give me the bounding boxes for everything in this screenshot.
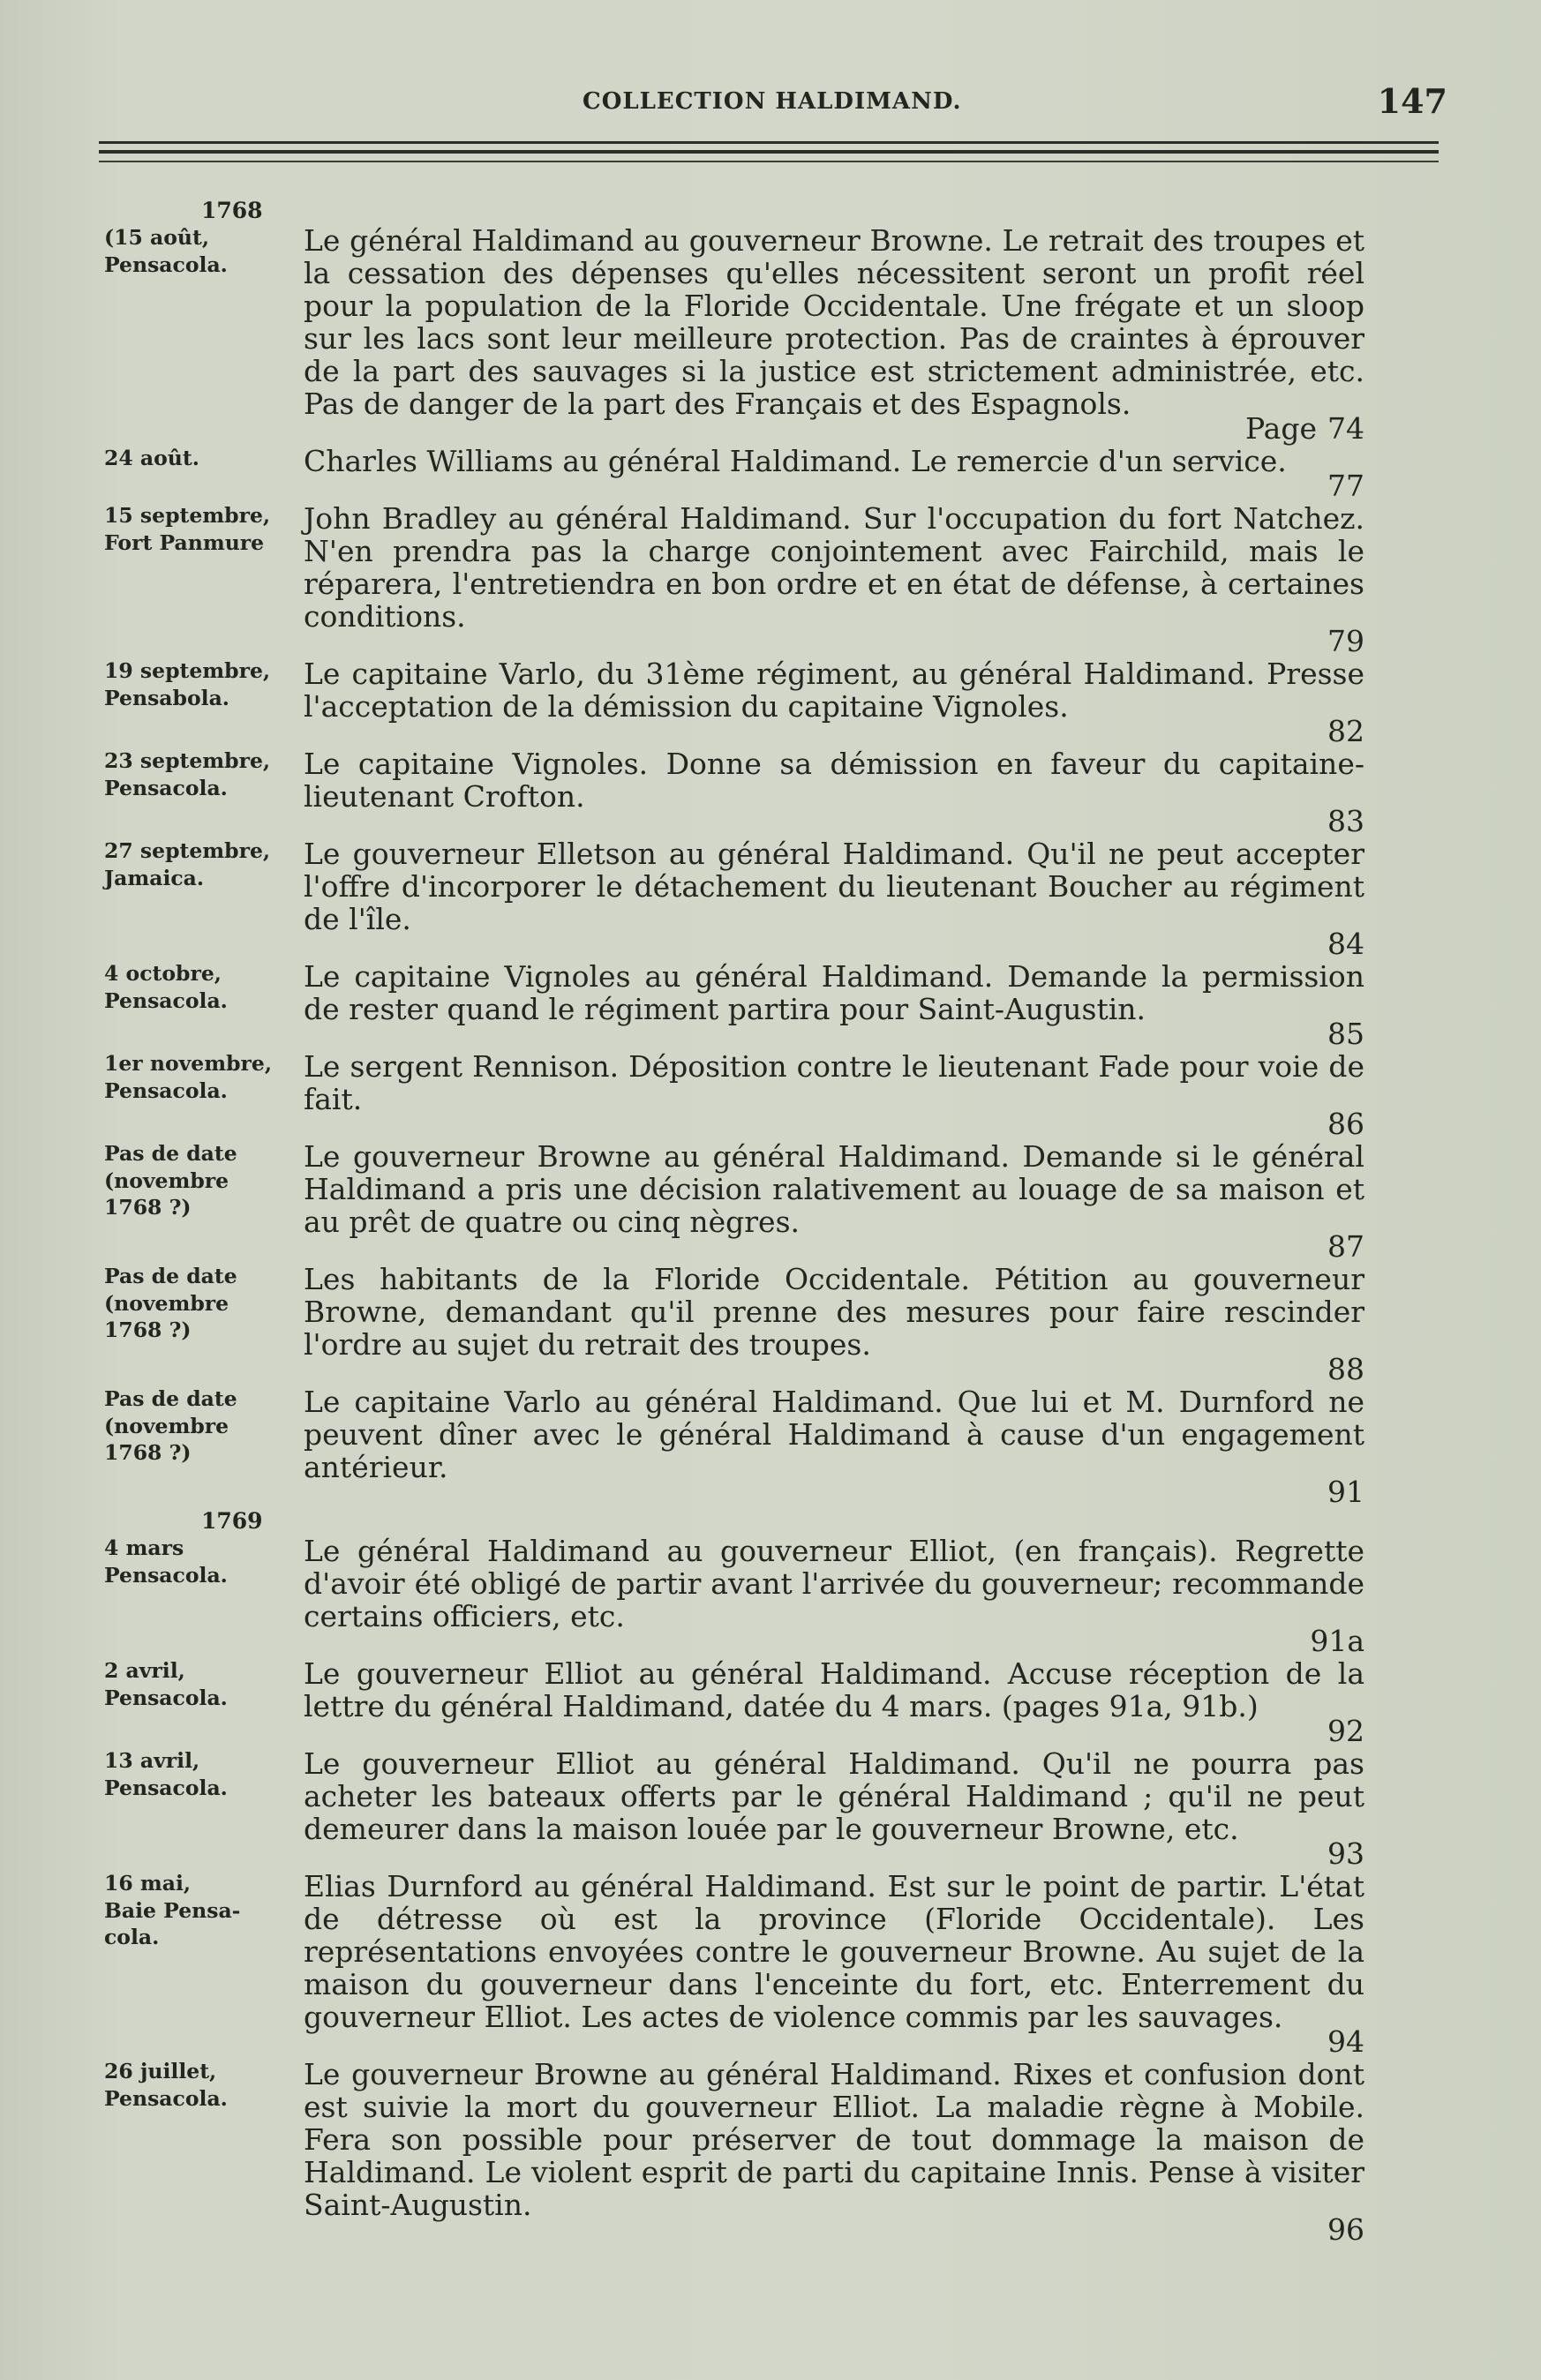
- calendar-entry: [104, 1385, 1412, 1508]
- entry-text: Le capitaine Varlo, du 31ème régiment, au général Haldimand. Presse l'acceptation de la démission du capitaine Vignoles.: [304, 657, 1364, 724]
- page-reference-number: 82: [1327, 714, 1364, 748]
- entry-date: [104, 502, 304, 657]
- entry-text: Le capitaine Vignoles au général Haldimand. Demande la permission de rester quand le régiment partira pour Saint-Augustin.: [304, 959, 1364, 1026]
- entry-date-line: Pas de date: [104, 1386, 237, 1411]
- entry-date-line: 13 avril,: [104, 1748, 200, 1773]
- page-reference-number: 96: [1327, 2212, 1364, 2247]
- calendar-entry: [104, 1140, 1412, 1263]
- entry-summary: [304, 1050, 1412, 1140]
- entry-date-line: Jamaica.: [104, 865, 205, 890]
- entry-date-line: 2 avril,: [104, 1658, 185, 1683]
- calendar-entry: [104, 445, 1412, 502]
- calendar-entry: [104, 1050, 1412, 1140]
- page-reference-number: 93: [1327, 1836, 1364, 1871]
- entry-date-line: Fort Panmure: [104, 529, 265, 555]
- entry-summary: [304, 1747, 1412, 1870]
- page-reference-number: 74: [1327, 411, 1364, 446]
- entry-date: [104, 837, 304, 960]
- entry-date: [104, 1385, 304, 1508]
- page-reference-number: 91: [1327, 1475, 1364, 1509]
- entry-date-line: 4 octobre,: [104, 961, 222, 986]
- page-reference: [304, 928, 1364, 960]
- calendar-entry: [104, 502, 1412, 657]
- entry-date-line: Pensacola.: [104, 1685, 228, 1710]
- page-reference-number: 86: [1327, 1107, 1364, 1141]
- entry-text: Le gouverneur Elletson au général Haldimand. Qu'il ne peut accepter l'offre d'incorporer le détachement du lieutenant Boucher au régiment de l'île.: [304, 837, 1364, 936]
- entry-text: Les habitants de la Floride Occidentale. Pétition au gouverneur Browne, demandant qu'il prenne des mesures pour faire rescinder l'ordre au sujet du retrait des troupes.: [304, 1262, 1364, 1362]
- entry-text: Le capitaine Varlo au général Haldimand. Que lui et M. Durnford ne peuvent dîner avec le général Haldimand à cause d'un engagement antérieur.: [304, 1385, 1364, 1484]
- entry-date-line: 4 mars: [104, 1535, 184, 1560]
- entry-summary: [304, 1508, 1412, 1657]
- entry-summary: [304, 445, 1412, 502]
- page-reference-number: 83: [1327, 804, 1364, 838]
- page-reference-number: 88: [1327, 1352, 1364, 1386]
- header-rule-bottom: [99, 161, 1439, 162]
- entry-date-line: Pensacola.: [104, 2085, 228, 2111]
- entry-date-line: Pas de date: [104, 1141, 237, 1166]
- entry-text: Le général Haldimand au gouverneur Elliot, (en français). Regrette d'avoir été obligé de partir avant l'arrivée du gouverneur; recommande certains officiers, etc.: [304, 1534, 1364, 1633]
- entry-text: Charles Williams au général Haldimand. Le remercie d'un service.: [304, 444, 1287, 478]
- entry-date-line: Pas de date: [104, 1264, 237, 1288]
- running-title: COLLECTION HALDIMAND.: [583, 88, 962, 115]
- entry-date-line: Pensacola.: [104, 1077, 228, 1103]
- entry-date: [104, 1050, 304, 1140]
- entry-summary: [304, 1385, 1412, 1508]
- page-reference-number: 94: [1327, 2024, 1364, 2059]
- page-reference-label: Page: [1244, 411, 1317, 446]
- calendar-entry: [104, 747, 1412, 837]
- entry-date-line: Pensacola.: [104, 987, 228, 1013]
- calendar-entry: [104, 1657, 1412, 1747]
- page-reference-number: 91a: [1310, 1624, 1364, 1658]
- entry-summary: [304, 1140, 1412, 1263]
- entry-summary: [304, 657, 1412, 747]
- entry-summary: [304, 2058, 1412, 2246]
- calendar-entry: [104, 960, 1412, 1050]
- entry-date-line: (novembre: [104, 1167, 229, 1193]
- entry-date: [104, 657, 304, 747]
- calendar-entry: [104, 1508, 1412, 1657]
- entry-date-line: Pensacola.: [104, 1562, 228, 1588]
- entry-summary: [304, 198, 1412, 445]
- entry-text: Le sergent Rennison. Déposition contre le lieutenant Fade pour voie de fait.: [304, 1049, 1364, 1116]
- header-rule-middle: [99, 150, 1439, 154]
- entry-date: [104, 1747, 304, 1870]
- entry-date-line: 15 septembre,: [104, 503, 271, 528]
- page-reference-number: 77: [1327, 469, 1364, 503]
- entry-summary: [304, 502, 1412, 657]
- entry-date: [104, 1657, 304, 1747]
- entry-date-line: 19 septembre,: [104, 658, 271, 683]
- entry-summary: [304, 1263, 1412, 1385]
- entry-date: [104, 2058, 304, 2246]
- entry-date: [104, 1870, 304, 2058]
- page-reference-number: 84: [1327, 927, 1364, 961]
- entry-date: [104, 445, 304, 502]
- page-number: 147: [1377, 81, 1447, 121]
- entry-date-line: Pensacola.: [104, 1775, 228, 1800]
- entry-date-line: Pensabola.: [104, 685, 229, 710]
- entry-year: 1768: [201, 198, 263, 223]
- entry-text: Le gouverneur Elliot au général Haldimand. Qu'il ne pourra pas acheter les bateaux offerts par le général Haldimand ; qu'il ne peut demeurer dans la maison louée par le gouverneur Browne, etc.: [304, 1746, 1364, 1846]
- entry-date-line: 23 septembre,: [104, 748, 271, 773]
- entry-text: John Bradley au général Haldimand. Sur l'occupation du fort Natchez. N'en prendra pas la charge conjointement avec Fairchild, mais le réparera, l'entretiendra en bon ordre et en état de défense, à certaines conditions.: [304, 501, 1364, 634]
- entry-year: 1769: [201, 1508, 263, 1534]
- entry-date-line: 26 juillet,: [104, 2059, 217, 2083]
- page-reference: [304, 1108, 1364, 1140]
- page-reference-number: 92: [1327, 1714, 1364, 1748]
- entry-text: Le capitaine Vignoles. Donne sa démission en faveur du capitaine-lieutenant Crofton.: [304, 747, 1364, 814]
- entry-date-line: 1768 ?): [104, 1440, 192, 1465]
- entry-summary: [304, 747, 1412, 837]
- entry-date: [104, 747, 304, 837]
- page-reference-number: 85: [1327, 1017, 1364, 1051]
- entry-summary: [304, 960, 1412, 1050]
- entry-summary: [304, 1657, 1412, 1747]
- entry-date-line: 24 août.: [104, 446, 199, 470]
- entry-date-line: cola.: [104, 1925, 160, 1949]
- entry-date-line: Pensacola.: [104, 252, 228, 277]
- calendar-entry: [104, 1747, 1412, 1870]
- calendar-entry: [104, 2058, 1412, 2246]
- entry-date-line: (15 août,: [104, 225, 210, 250]
- entry-date: [104, 1140, 304, 1263]
- entry-date-line: Pensacola.: [104, 775, 228, 800]
- entry-date-line: 27 septembre,: [104, 838, 271, 863]
- page-header: [97, 81, 1447, 125]
- entry-date-line: (novembre: [104, 1290, 229, 1316]
- entry-summary: [304, 1870, 1412, 2058]
- calendar-entry: [104, 198, 1412, 445]
- entry-text: Le gouverneur Elliot au général Haldimand. Accuse réception de la lettre du général Haldimand, datée du 4 mars. (pages 91a, 91b.): [304, 1656, 1364, 1723]
- entry-date-line: Baie Pensa-: [104, 1897, 241, 1923]
- entry-date-line: 1er novembre,: [104, 1051, 273, 1076]
- entry-date-line: (novembre: [104, 1413, 229, 1438]
- calendar-entry: [104, 657, 1412, 747]
- entry-text: Elias Durnford au général Haldimand. Est sur le point de partir. L'état de détresse où est la province (Floride Occidentale). Les représentations envoyées contre le gouverneur Browne. Au sujet de la maison du gouverneur dans l'enceinte du fort, etc. Enterrement du gouverneur Elliot. Les actes de violence commis par les sauvages.: [304, 1869, 1364, 2034]
- entry-date: [104, 960, 304, 1050]
- entry-date-line: 1768 ?): [104, 1195, 192, 1220]
- calendar-entry: [104, 1870, 1412, 2058]
- entry-date-line: 1768 ?): [104, 1318, 192, 1342]
- calendar-entries: [104, 198, 1412, 2246]
- entry-text: Le général Haldimand au gouverneur Browne. Le retrait des troupes et la cessation des dépenses qu'elles nécessitent seront un profit réel pour la population de la Floride Occidentale. Une frégate et un sloop sur les lacs sont leur meilleure protection. Pas de craintes à éprouver de la part des sauvages si la justice est strictement administrée, etc. Pas de danger de la part des Français et des Espagnols.: [304, 223, 1364, 421]
- entry-date: [104, 198, 304, 445]
- entry-date: [104, 1508, 304, 1657]
- entry-summary: [304, 837, 1412, 960]
- header-rule-top: [99, 141, 1439, 144]
- entry-date: [104, 1263, 304, 1385]
- calendar-entry: [104, 1263, 1412, 1385]
- entry-text: Le gouverneur Browne au général Haldimand. Demande si le général Haldimand a pris une décision ralativement au louage de sa maison et au prêt de quatre ou cinq nègres.: [304, 1139, 1364, 1239]
- entry-text: Le gouverneur Browne au général Haldimand. Rixes et confusion dont est suivie la mort du gouverneur Elliot. La maladie règne à Mobile. Fera son possible pour préserver de tout dommage la maison de Haldimand. Le violent esprit de parti du capitaine Innis. Pense à visiter Saint-Augustin.: [304, 2057, 1364, 2222]
- page-reference-number: 87: [1327, 1229, 1364, 1264]
- calendar-entry: [104, 837, 1412, 960]
- entry-date-line: 16 mai,: [104, 1871, 192, 1896]
- page-reference-number: 79: [1327, 624, 1364, 658]
- page-reference: [304, 1476, 1364, 1508]
